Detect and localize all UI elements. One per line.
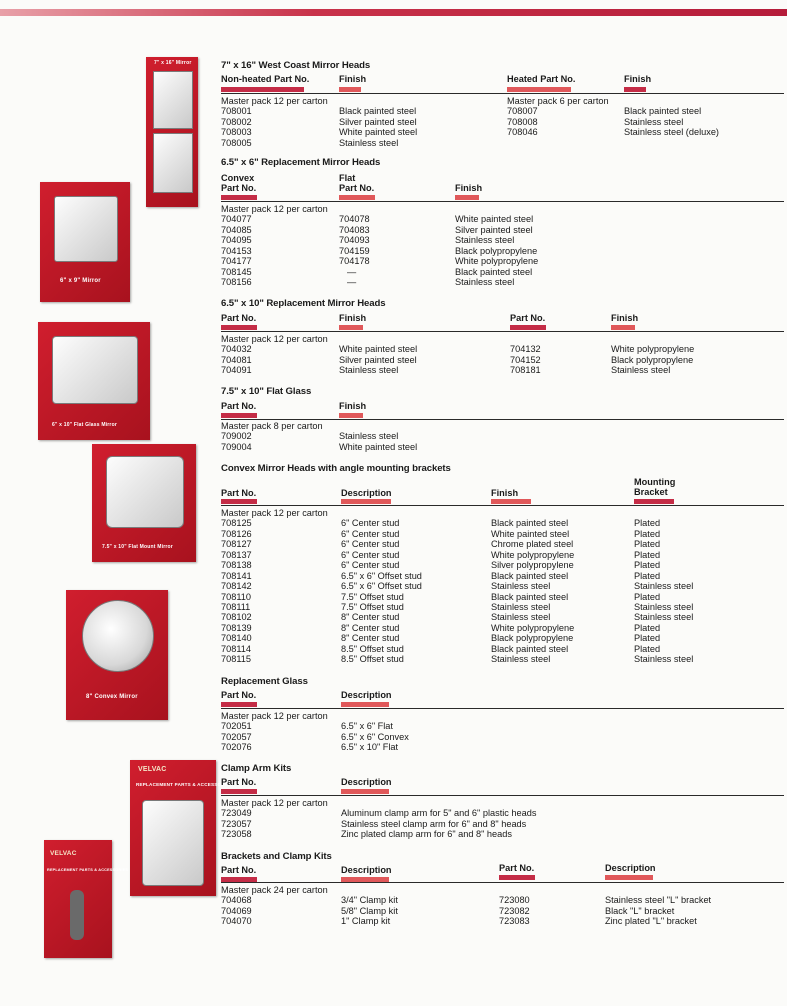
header-swatch: [491, 499, 531, 504]
column-header: Part No.: [221, 690, 257, 700]
column-finish: Stainless steel White painted steel: [339, 431, 418, 452]
column-header: Mounting Bracket: [634, 477, 676, 497]
column-heated-finish: Black painted steel Stainless steel Stainless steel (deluxe): [624, 106, 719, 138]
column-header: Finish: [339, 401, 367, 411]
column-description: Aluminum clamp arm for 5" and 6" plastic heads Stainless steel clamp arm for 6" and 8" heads Zinc plated clamp arm for 6" and 8" heads: [341, 808, 537, 840]
header-rule: [221, 331, 784, 332]
section-convex-mirror-heads: [221, 463, 787, 668]
column-part-no-2: 704132 704152 708181: [510, 344, 541, 376]
header-swatch: [605, 875, 653, 880]
column-finish: Black painted steel White painted steel Chrome plated steel White polypropylene Silver polypropylene Black painted steel Stainless steel Black painted steel Stainless steel Stainless steel White polypropylene Black polypropylene Black painted steel Stainless steel: [491, 518, 575, 665]
column-part-no: Master pack 8 per carton 709002 709004: [221, 421, 323, 452]
column-part-no: Master pack 12 per carton 702051 702057 702076: [221, 711, 328, 753]
column-header: Finish: [611, 313, 639, 323]
product-box-6x9-mirror: [40, 182, 130, 302]
column-part-no: Master pack 12 per carton 723049 723057 723058: [221, 798, 328, 840]
column-part-no: Master pack 12 per carton 708001 708002 708003 708005: [221, 96, 328, 148]
top-color-bar: [0, 9, 787, 16]
header-swatch: [510, 325, 546, 330]
header-rule: [221, 795, 784, 796]
section-title: Clamp Arm Kits: [221, 763, 292, 774]
column-header: Description: [341, 690, 392, 700]
column-convex-part-no: Master pack 12 per carton 704077 704085 704095 704153 704177 708145 708156: [221, 204, 328, 288]
section-clamp-arm-kits: [221, 763, 787, 843]
header-rule: [221, 201, 784, 202]
header-rule: [221, 419, 784, 420]
column-finish-2: White polypropylene Black polypropylene Stainless steel: [611, 344, 695, 376]
section-6-5x6-replacement-heads: [221, 157, 787, 292]
product-box-convex-mirror: [66, 590, 168, 720]
box-label: 7.5" x 10" Flat Mount Mirror: [102, 544, 173, 550]
header-swatch: [339, 325, 363, 330]
product-box-replacement-parts-2: [44, 840, 129, 958]
column-header: Non-heated Part No.: [221, 74, 310, 84]
header-swatch: [507, 87, 571, 92]
header-swatch: [221, 195, 257, 200]
box-label: 6" x 9" Mirror: [60, 278, 101, 284]
column-header: Part No.: [221, 313, 257, 323]
column-header: Description: [341, 865, 392, 875]
brand-logo: VELVAC: [50, 850, 77, 857]
section-brackets-and-clamp-kits: [221, 851, 787, 931]
column-description: 3/4" Clamp kit 5/8" Clamp kit 1" Clamp kit: [341, 895, 398, 927]
header-swatch: [339, 413, 363, 418]
box-label: 7" x 16" Mirror: [154, 60, 192, 66]
column-header: Part No.: [221, 488, 257, 498]
column-part-no-2: 723080 723082 723083: [499, 895, 530, 927]
column-description-2: Stainless steel "L" bracket Black "L" bracket Zinc plated "L" bracket: [605, 895, 712, 927]
section-title: Brackets and Clamp Kits: [221, 851, 332, 862]
section-title: 6.5" x 6" Replacement Mirror Heads: [221, 157, 381, 168]
column-header: Finish: [491, 488, 519, 498]
column-finish: White painted steel Silver painted steel Stainless steel Black polypropylene White polypropylene Black painted steel Stainless steel: [455, 214, 539, 288]
column-header: Part No.: [221, 777, 257, 787]
header-swatch: [339, 195, 375, 200]
column-header: Heated Part No.: [507, 74, 576, 84]
header-swatch: [499, 875, 535, 880]
column-mounting-bracket: Plated Plated Plated Plated Plated Plated Stainless steel Plated Stainless steel Stainless steel Plated Plated Plated Stainless steel: [634, 518, 694, 665]
header-swatch: [221, 325, 257, 330]
product-box-7x16-mirror: [146, 57, 198, 207]
header-swatch: [341, 702, 389, 707]
header-rule: [221, 882, 784, 883]
box-label: 8" Convex Mirror: [86, 694, 138, 700]
column-header: Part No.: [221, 401, 257, 411]
column-part-no: Master pack 24 per carton 704068 704069 704070: [221, 885, 328, 927]
box-label: REPLACEMENT PARTS & ACCESSORIES: [136, 782, 233, 787]
column-header: Description: [605, 863, 656, 873]
column-description: 6.5" x 6" Flat 6.5" x 6" Convex 6.5" x 10" Flat: [341, 721, 409, 753]
column-header: Description: [341, 488, 392, 498]
header-swatch: [611, 325, 635, 330]
header-rule: [221, 93, 784, 94]
header-swatch: [634, 499, 674, 504]
section-6-5x10-replacement-heads: [221, 298, 787, 378]
section-title: 7" x 16" West Coast Mirror Heads: [221, 60, 371, 71]
box-label: REPLACEMENT PARTS & ACCESSORIES: [47, 868, 129, 872]
header-swatch: [339, 87, 361, 92]
section-replacement-glass: [221, 676, 787, 756]
column-flat-part-no: 704078 704083 704093 704159 704178 — —: [339, 214, 370, 288]
product-box-mount-mirror: [92, 444, 196, 562]
column-header: Finish: [339, 74, 367, 84]
section-title: 6.5" x 10" Replacement Mirror Heads: [221, 298, 386, 309]
product-box-flat-glass: [38, 322, 150, 440]
column-description: 6" Center stud 6" Center stud 6" Center stud 6" Center stud 6" Center stud 6.5" x 6" Offset stud 6.5" x 6" Offset stud 7.5" Offset stud 7.5" Offset stud 8" Center stud 8" Center stud 8" Center stud 8.5" Offset stud 8.5" Offset stud: [341, 518, 422, 665]
column-part-no: Master pack 12 per carton 708125 708126 708127 708137 708138 708141 708142 708110 708111 708102 708139 708140 708114 708115: [221, 508, 328, 665]
column-header: Part No.: [499, 863, 535, 873]
section-flat-glass: [221, 386, 787, 456]
column-header: Finish: [339, 313, 367, 323]
header-swatch: [624, 87, 646, 92]
column-header: Description: [341, 777, 392, 787]
section-title: 7.5" x 10" Flat Glass: [221, 386, 312, 397]
column-header: Convex Part No.: [221, 173, 257, 193]
header-swatch: [455, 195, 479, 200]
header-swatch: [221, 87, 304, 92]
header-rule: [221, 505, 784, 506]
column-header: Finish: [624, 74, 652, 84]
section-title: Convex Mirror Heads with angle mounting brackets: [221, 463, 451, 474]
column-finish: White painted steel Silver painted steel Stainless steel: [339, 344, 418, 376]
header-rule: [221, 708, 784, 709]
section-west-coast-mirror-heads: [221, 60, 787, 152]
clamp-hardware-icon: [70, 890, 84, 940]
brand-logo: VELVAC: [138, 766, 167, 773]
column-heated-part-no: Master pack 6 per carton 708007 708008 708046: [507, 96, 609, 138]
header-swatch: [221, 413, 257, 418]
header-swatch: [221, 499, 257, 504]
header-swatch: [341, 499, 391, 504]
column-header: Part No.: [221, 865, 257, 875]
header-swatch: [221, 702, 257, 707]
section-title: Replacement Glass: [221, 676, 308, 687]
column-header: Part No.: [510, 313, 546, 323]
header-swatch: [341, 789, 389, 794]
box-label: 6" x 10" Flat Glass Mirror: [52, 422, 117, 428]
column-header: Flat Part No.: [339, 173, 375, 193]
convex-mirror-icon: [82, 600, 154, 672]
column-part-no: Master pack 12 per carton 704032 704081 704091: [221, 334, 328, 376]
column-finish: Black painted steel Silver painted steel White painted steel Stainless steel: [339, 106, 418, 148]
column-header: Finish: [455, 183, 483, 193]
header-swatch: [221, 789, 257, 794]
product-box-replacement-parts-1: [130, 760, 233, 896]
